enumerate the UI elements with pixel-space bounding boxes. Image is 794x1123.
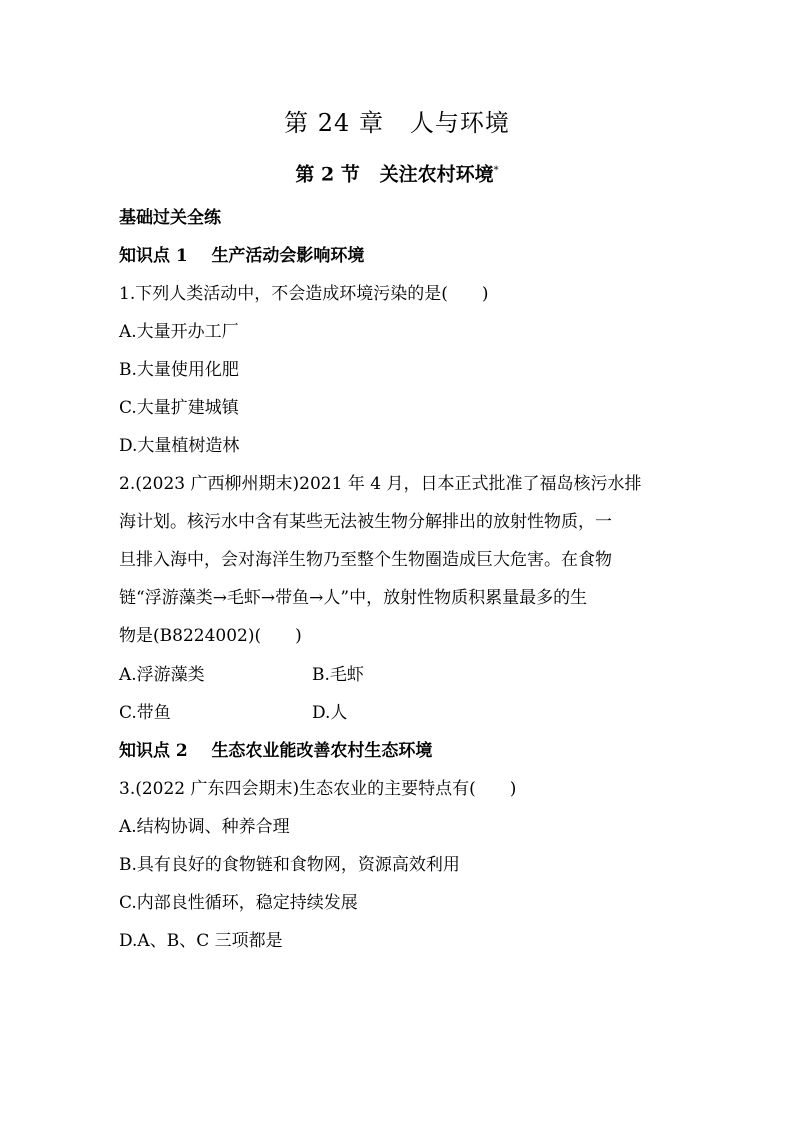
section-title xyxy=(0,156,794,189)
question-2-option-d: D.人 xyxy=(312,703,348,723)
question-3-stem: 3.(2022 广东四会期末)生态农业的主要特点有( ) xyxy=(119,779,517,799)
section-name: 关注农村环境 xyxy=(379,163,494,186)
question-2-option-c: C.带鱼 xyxy=(119,703,171,723)
question-2-options-row-1 xyxy=(119,662,205,688)
question-1-option-c: C.大量扩建城镇 xyxy=(119,398,239,418)
section-footnote-mark: * xyxy=(493,165,499,176)
knowledge-point-title: 生产活动会影响环境 xyxy=(211,246,365,266)
chapter-title xyxy=(0,106,794,140)
question-1-option-b: B.大量使用化肥 xyxy=(119,360,239,380)
chapter-name: 人与环境 xyxy=(409,109,510,137)
knowledge-point-1 xyxy=(119,243,364,269)
exercise-heading: 基础过关全练 xyxy=(119,208,221,228)
question-2-stem-line: 海计划。核污水中含有某些无法被生物分解排出的放射性物质，一 xyxy=(119,512,612,532)
knowledge-point-2 xyxy=(119,738,432,764)
question-2-stem-line: 物是(B8224002)( ) xyxy=(119,626,302,646)
question-3-option-d: D.A、B、C 三项都是 xyxy=(119,931,283,951)
question-2-stem-line: 旦排入海中，会对海洋生物乃至整个生物圈造成巨大危害。在食物 xyxy=(119,550,612,570)
question-3-option-c: C.内部良性循环，稳定持续发展 xyxy=(119,893,358,913)
question-3-option-b: B.具有良好的食物链和食物网，资源高效利用 xyxy=(119,855,460,875)
question-2-option-b: B.毛虾 xyxy=(312,665,364,685)
question-2-option-a: A.浮游藻类 xyxy=(119,665,205,685)
section-label: 第 2 节 xyxy=(295,163,360,186)
question-1-option-d: D.大量植树造林 xyxy=(119,436,240,456)
question-2-stem-line: 2.(2023 广西柳州期末)2021 年 4 月，日本正式批准了福岛核污水排 xyxy=(119,474,642,494)
question-1-stem: 1.下列人类活动中，不会造成环境污染的是( ) xyxy=(119,284,489,304)
knowledge-point-label: 知识点 1 xyxy=(119,246,188,266)
chapter-label: 第 24 章 xyxy=(284,109,384,137)
knowledge-point-title: 生态农业能改善农村生态环境 xyxy=(211,741,433,761)
knowledge-point-label: 知识点 2 xyxy=(119,741,188,761)
question-3-option-a: A.结构协调、种养合理 xyxy=(119,817,290,837)
question-1-option-a: A.大量开办工厂 xyxy=(119,322,239,342)
question-2-stem-line: 链“浮游藻类→毛虾→带鱼→人”中，放射性物质积累量最多的生 xyxy=(119,588,588,608)
